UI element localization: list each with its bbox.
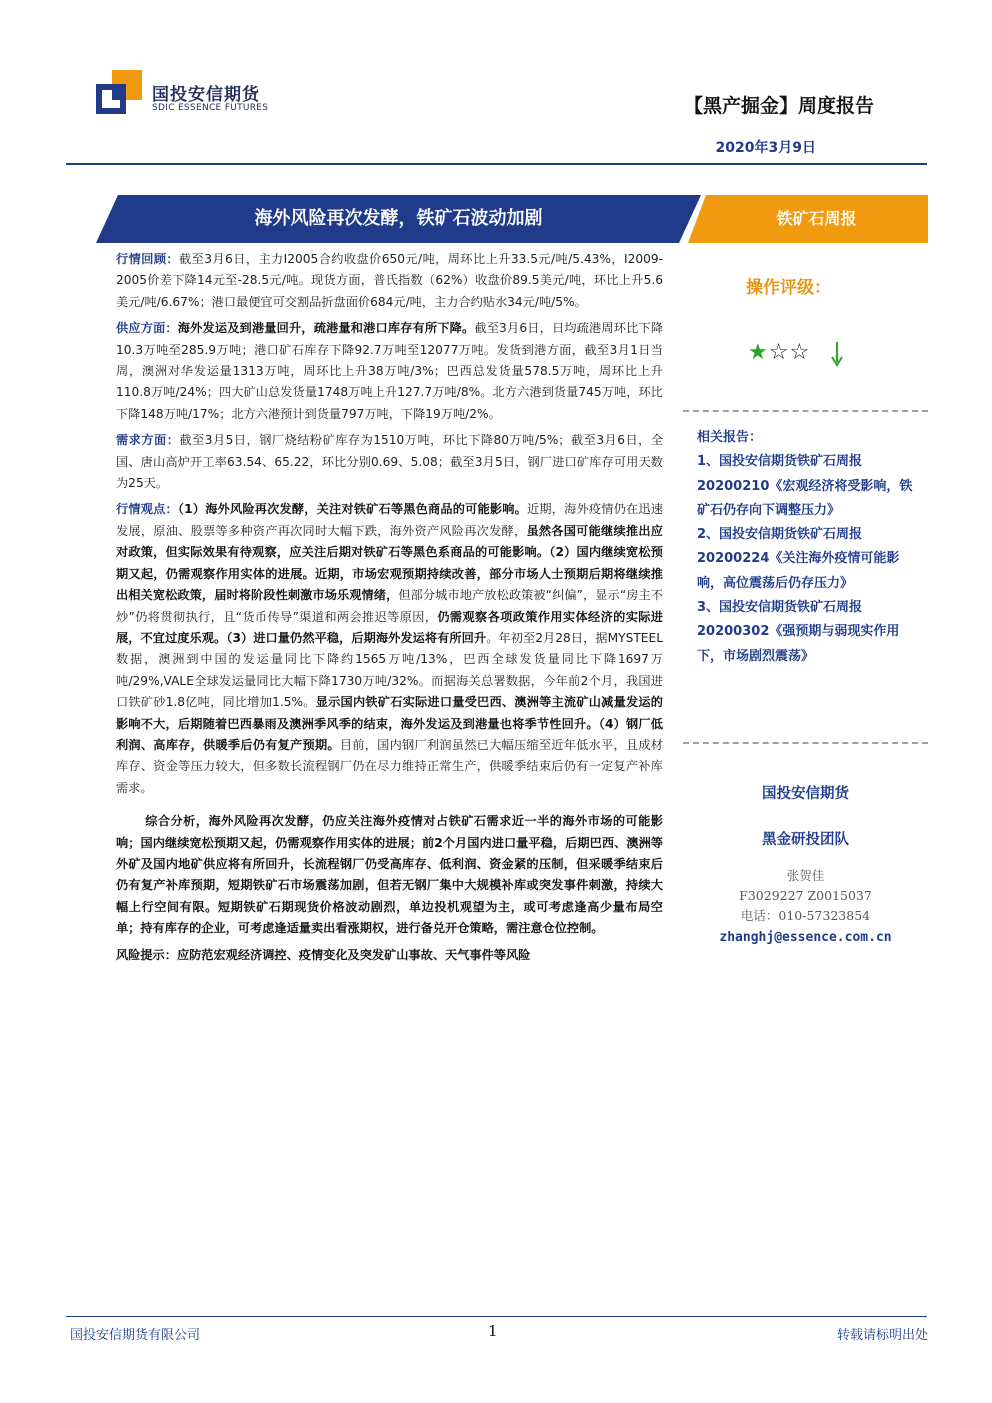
market-view-paragraph xyxy=(116,499,663,799)
market-view-text-4: 目前，国内钢厂利润虽然已大幅压缩至近年低水平，且成材库存、资金等压力较大，但多数长流程钢厂仍在尽力维持正常生产，供暖季结束后仍有一定复产补库需求。 xyxy=(116,737,663,795)
rating-label: 操作评级： xyxy=(746,278,831,298)
team-name: 黑金研投团队 xyxy=(762,832,849,848)
main-content xyxy=(116,249,663,971)
report-type-title: 【黑产掘金】周度报告 xyxy=(683,95,874,117)
risk-label: 风险提示： xyxy=(116,947,177,962)
related-report-item: 3、国投安信期货铁矿石周报20200302《强预期与弱现实作用下，市场剧烈震荡》 xyxy=(697,600,900,664)
market-view-text-3: 。年初至2月28日，据MYSTEEL数据，澳洲到中国的发运量同比下降约1565万吨/13%，巴西全球发货量同比下降1697万吨/29%,VALE全球发运量同比大幅下降1730万吨/32%。而据海关总署数据，今年前2个月，我国进口铁矿砂1.8亿吨，同比增加1.5%。 xyxy=(116,630,663,710)
market-review-label: 行情回顾： xyxy=(116,252,180,266)
report-date: 2020年3月9日 xyxy=(715,140,816,156)
market-review-paragraph xyxy=(116,249,663,313)
arrow-down-icon xyxy=(830,341,844,367)
demand-paragraph xyxy=(116,430,663,494)
footer-notice: 转载请标明出处 xyxy=(836,1328,928,1343)
risk-paragraph xyxy=(116,945,663,966)
logo-english-name: SDIC ESSENCE FUTURES xyxy=(152,103,269,113)
related-reports xyxy=(697,426,925,669)
logo-chinese-name: 国投安信期货 xyxy=(152,85,260,105)
related-report-item: 1、国投安信期货铁矿石周报20200210《宏观经济将受影响，铁矿石仍存向下调整压力》 xyxy=(697,454,913,518)
analyst-info xyxy=(683,866,928,926)
star-filled-icon: ★ xyxy=(748,340,769,365)
supply-highlight: 海外发运及到港量回升，疏港量和港口库存有所下降。 xyxy=(177,321,475,336)
company-logo-icon xyxy=(96,70,142,114)
market-view-text-2: 但部分城市地产放松政策被“纠偏”，显示“房主不炒”仍将贯彻执行，且“货币传导”渠道和两会推迟等原因， xyxy=(116,588,663,624)
company-name: 国投安信期货 xyxy=(762,786,849,802)
supply-paragraph xyxy=(116,318,663,425)
market-review-text: 截至3月6日，主力I2005合约收盘价650元/吨，周环比上升33.5元/吨/5.43%，I2009-2005价差下降14元至-28.5元/吨。现货方面，普氏指数（62%）收盘价89.5美元/吨，环比上升5.6美元/吨/6.67%；港口最便宜可交割品折盘面价684元/吨，主力合约贴水34元/吨/5%。 xyxy=(116,252,663,309)
analyst-name: 张贺佳 xyxy=(786,868,825,883)
category-tag: 铁矿石周报 xyxy=(776,209,857,228)
market-view-point-4: 显示国内铁矿石实际进口量受巴西、澳洲等主流矿山减量发运的影响不大，后期随着巴西暴雨及澳洲季风季的结束，海外发运及到港量也将季节性回升。（4）钢厂低利润、高库存，供暖季后仍有复产预期。 xyxy=(116,695,663,752)
market-view-point-3: 仍需观察各项政策作用实体经济的实际进展，不宜过度乐观。（3）进口量仍然平稳，后期海外发运将有所回升 xyxy=(116,609,663,645)
sidebar-divider-bottom xyxy=(683,742,928,744)
footer-company: 国投安信期货有限公司 xyxy=(70,1328,201,1343)
summary-paragraph: 综合分析，海外风险再次发酵，仍应关注海外疫情对占铁矿石需求近一半的海外市场的可能影响；国内继续宽松预期又起，仍需观察作用实体的进展；前2个月国内进口量平稳，后期巴西、澳洲等外矿及国内地矿供应将有所回升，长流程钢厂仍受高库存、低利润、资金紧的压制，但采暖季结束后仍有复产补库预期，短期铁矿石市场震荡加剧，但若无钢厂集中大规模补库或突发事件刺激，持续大幅上行空间有限。短期铁矿石期现货价格波动剧烈，单边投机观望为主，或可考虑逢高少量布局空单；持有库存的企业，可考虑逢适量卖出看涨期权，进行备兑开仓策略，需注意仓位控制。 xyxy=(116,814,663,936)
supply-text: 截至3月6日，日均疏港周环比下降10.3万吨至285.9万吨；港口矿石库存下降92.7万吨至12077万吨。发货到港方面，截至3月1日当周，澳洲对华发运量1313万吨，周环比上升38万吨/3%；巴西总发货量578.5万吨，周环比上升110.8万吨/24%；四大矿山总发货量1748万吨上升127.7万吨/8%。北方六港到货量745万吨，环比下降148万吨/17%；北方六港预计到货量797万吨，下降19万吨/2%。 xyxy=(116,321,664,421)
supply-label: 供应方面： xyxy=(116,321,178,336)
analyst-phone: 电话：010-57323854 xyxy=(740,908,871,923)
star-empty-icon: ☆☆ xyxy=(768,340,811,365)
analyst-license: F3029227 Z0015037 xyxy=(739,888,872,903)
market-view-label: 行情观点： xyxy=(116,502,178,517)
related-reports-title: 相关报告： xyxy=(697,430,763,445)
report-headline: 海外风险再次发酵，铁矿石波动加剧 xyxy=(254,208,543,229)
market-view-text-1: 近期，海外疫情仍在迅速发展，原油、股票等多种资产再次同时大幅下跌，海外资产风险再次发酵， xyxy=(116,502,663,538)
market-view-point-1: （1）海外风险再次发酵，关注对铁矿石等黑色商品的可能影响。 xyxy=(177,502,528,517)
demand-text: 截至3月5日，钢厂烧结粉矿库存为1510万吨，环比下降80万吨/5%；截至3月6日，全国、唐山高炉开工率63.54、65.22，环比分别0.69、5.08；截至3月5日，钢厂进口矿库存可用天数为25天。 xyxy=(116,433,664,491)
risk-text: 应防范宏观经济调控、疫情变化及突发矿山事故、天气事件等风险 xyxy=(176,947,531,962)
star-rating xyxy=(748,340,810,365)
market-view-point-2: 虽然各国可能继续推出应对政策，但实际效果有待观察，应关注后期对铁矿石等黑色系商品的可能影响。（2）国内继续宽松预期又起，仍需观察作用实体的进展。近期，市场宏观预期持续改善，部分市场人士预期后期将继续推出相关宽松政策，届时将阶段性刺激市场乐观情绪， xyxy=(116,523,663,603)
sidebar-divider-top xyxy=(683,410,928,412)
analyst-email: zhanghj@essence.com.cn xyxy=(719,930,892,945)
header-divider xyxy=(66,163,927,165)
demand-label: 需求方面： xyxy=(116,433,180,448)
footer-divider xyxy=(66,1316,927,1317)
related-report-item: 2、国投安信期货铁矿石周报20200224《关注海外疫情可能影响，高位震荡后仍存压力》 xyxy=(697,527,900,591)
page-number: 1 xyxy=(488,1322,498,1340)
